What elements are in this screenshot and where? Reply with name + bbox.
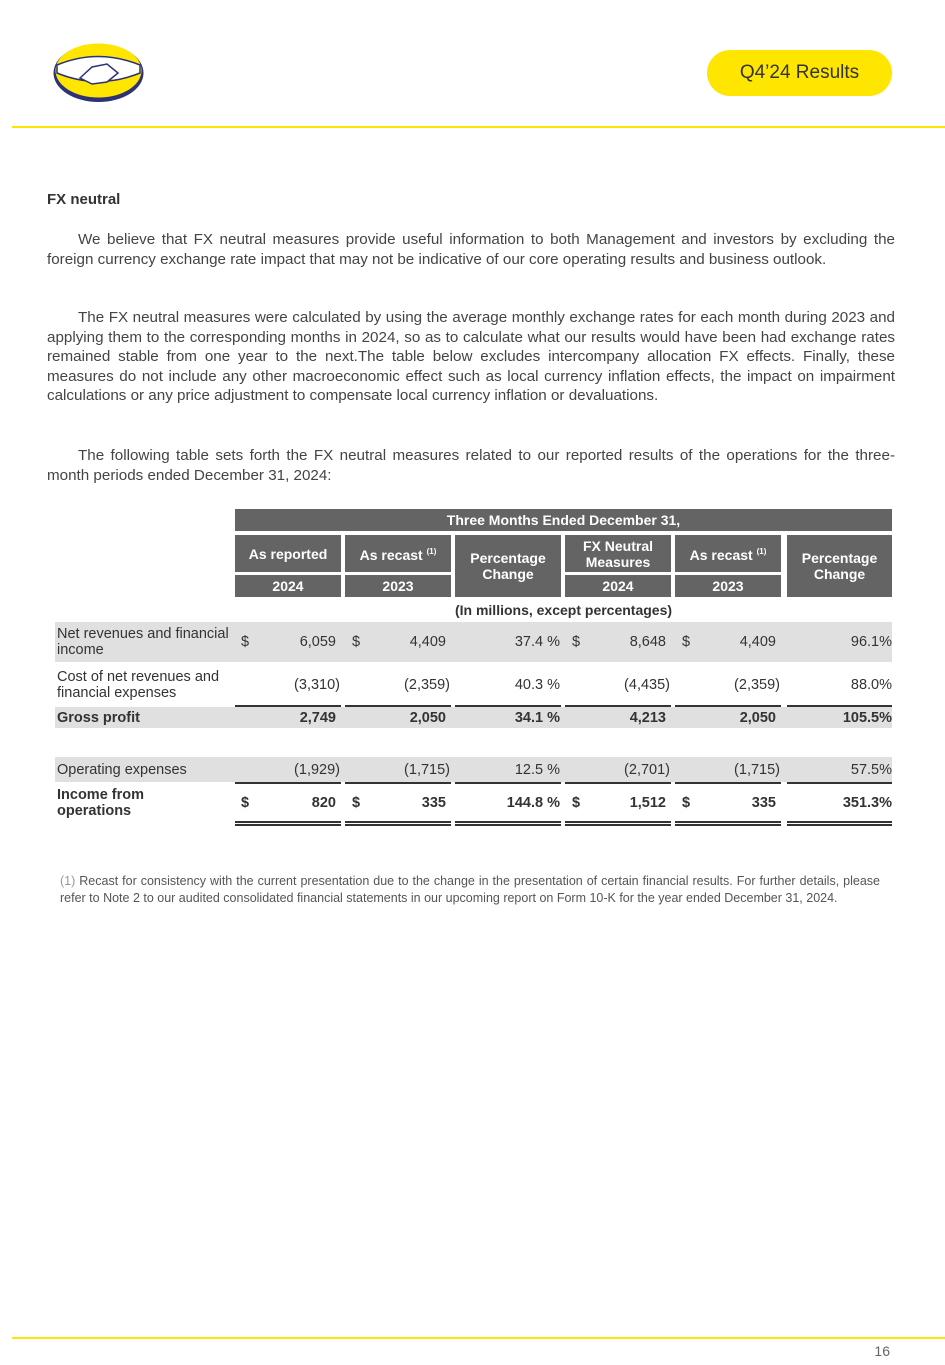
row-label: Operating expenses [57,761,187,778]
dollar-sign: $ [241,795,250,811]
cell: 2,749 [299,709,336,726]
cell: 1,512 [629,795,666,811]
cell: 57.5% [850,761,892,778]
col-header: As recast $^{(1)}$ [345,535,451,572]
table-row [55,785,892,821]
dollar-sign: $ [682,634,691,650]
year-header: 2023 [675,575,781,597]
period-header: Three Months Ended December 31, [235,509,892,531]
cell: 335 [751,795,776,811]
cell: 4,409 [409,634,446,650]
cell: 96.1% [850,634,892,650]
col-header: FX Neutral Measures [565,535,671,572]
table-row [55,707,892,728]
cell: 8,648 [629,634,666,650]
table-row [55,665,892,705]
paragraph: The FX neutral measures were calculated by using the average monthly exchange rates for each month during 2023 and applying them to the corresponding months in 2024, so as to calculate what our results would have been had exchange rates remained stable from one year to the next.The table below excludes intercompany allocation FX effects. Finally, these measures do not include any other macroeconomic effect such as local currency inflation effects, the impact on impairment calculations or any price adjustment to compensate local currency inflation or devaluations. [47,309,895,404]
paragraph: The following table sets forth the FX neutral measures related to our reported results of the operations for the three-month periods ended December 31, 2024: [47,447,895,484]
cell: 2,050 [739,709,776,726]
cell: (2,359) [404,677,450,693]
header-divider [12,126,945,128]
cell: 351.3% [842,795,892,811]
table-row [55,622,892,662]
cell: 37.4 % [514,634,560,650]
cell: 40.3 % [514,677,560,693]
cell: 6,059 [299,634,336,650]
row-label: Cost of net revenues and financial expenses [57,669,220,701]
dollar-sign: $ [241,634,250,650]
cell: 4,409 [739,634,776,650]
footer-divider [12,1337,945,1339]
col-header: As recast $^{(1)}$ [675,535,781,572]
cell: 105.5% [842,709,892,726]
cell: 335 [421,795,446,811]
mercado-libre-logo [52,40,145,103]
cell: (1,715) [404,761,450,778]
row-label: Income from operations [57,787,145,819]
paragraph: We believe that FX neutral measures provide useful information to both Management and investors by excluding the foreign currency exchange rate impact that may not be indicative of our core operating results and business outlook. [47,231,895,268]
units-note: (In millions, except percentages) [454,602,673,618]
cell: 12.5 % [514,761,560,778]
cell: (2,359) [734,677,780,693]
col-header: As reported [235,535,341,572]
dollar-sign: $ [572,795,581,811]
cell: (3,310) [294,677,340,693]
cell: 2,050 [409,709,446,726]
cell: (2,701) [624,761,670,778]
footnote: (1) Recast for consistency with the current presentation due to the change in the presentation of certain financial results. For further details, please refer to Note 2 to our audited consolidated financial statements in our upcoming report on Form 10-K for the year ended December 31, 2024. [60,874,880,905]
cell: 820 [311,795,336,811]
cell: 4,213 [629,709,666,726]
dollar-sign: $ [682,795,691,811]
dollar-sign: $ [572,634,581,650]
row-label: Net revenues and financial income [57,626,229,658]
cell: (1,715) [734,761,780,778]
dollar-sign: $ [352,795,361,811]
table-row [55,757,892,782]
col-header: Percentage Change [787,535,892,597]
year-header: 2023 [345,575,451,597]
cell: 34.1 % [514,709,560,726]
section-title: FX neutral [47,191,121,208]
report-badge: Q4’24 Results [707,50,892,96]
cell: (1,929) [294,761,340,778]
col-header: Percentage Change [455,535,561,597]
dollar-sign: $ [352,634,361,650]
cell: 88.0% [850,677,892,693]
year-header: 2024 [235,575,341,597]
page-number: 16 [874,1343,890,1359]
cell: 144.8 % [506,795,560,811]
year-header: 2024 [565,575,671,597]
cell: (4,435) [624,677,670,693]
row-label: Gross profit [57,709,140,726]
